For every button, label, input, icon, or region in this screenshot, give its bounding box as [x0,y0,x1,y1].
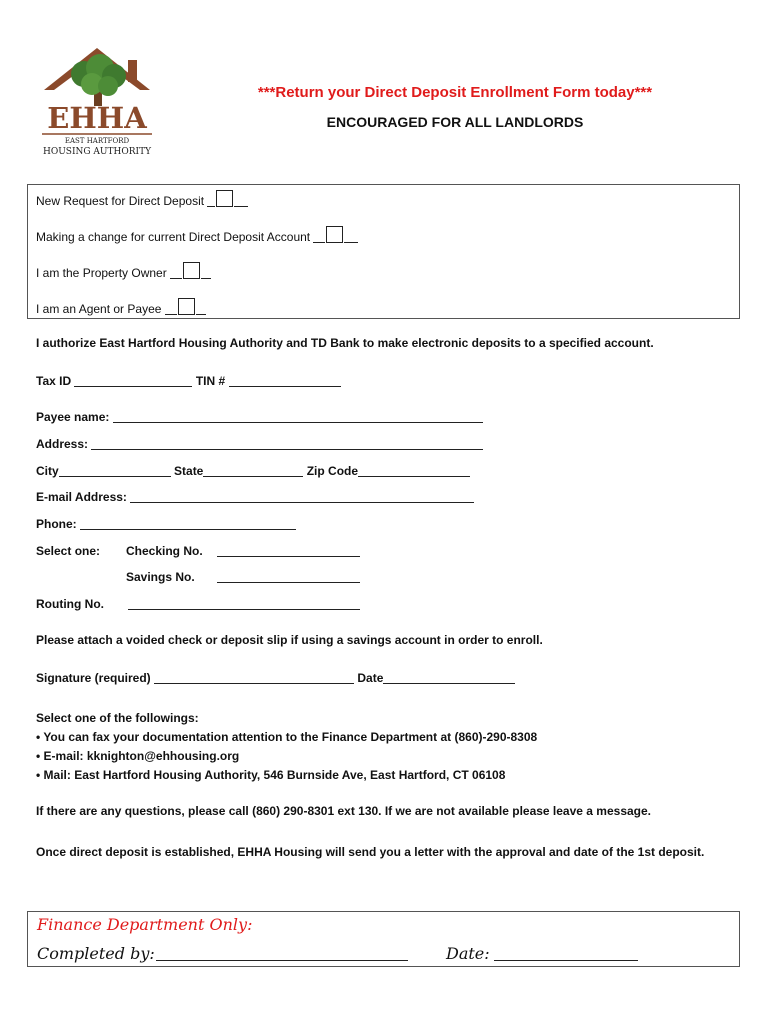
tin-label: TIN # [195,374,226,388]
tin-field[interactable] [229,374,341,387]
tax-id-label: Tax ID [36,374,72,388]
property-owner-label: I am the Property Owner [36,266,167,280]
signature-row [36,671,515,685]
select-one-label: Select one: [36,544,101,558]
new-request-label: New Request for Direct Deposit [36,194,205,208]
phone-row [36,517,296,531]
payee-name-field[interactable] [113,410,483,423]
signature-date-label: Date [357,671,384,685]
making-change-label: Making a change for current Direct Deposit Account [36,230,311,244]
email-label: E-mail Address: [36,490,127,504]
savings-label: Savings No. [126,570,195,584]
new-request-checkbox[interactable] [216,190,233,207]
established-note: Once direct deposit is established, EHHA Housing will send you a letter with the approval and date of the 1st deposit. [36,845,705,859]
phone-field[interactable] [80,517,296,530]
agent-payee-checkbox[interactable] [178,298,195,315]
new-request-row [36,190,248,208]
state-field[interactable] [203,464,303,477]
property-owner-row [36,262,211,280]
email-field[interactable] [130,490,474,503]
house-tree-icon [36,46,158,166]
completed-by-label: Completed by: [37,944,155,963]
email-row [36,490,474,504]
savings-field[interactable] [217,570,360,583]
making-change-row [36,226,358,244]
zip-label: Zip Code [306,464,359,478]
logo-sub1: EAST HARTFORD [64,137,130,145]
address-field[interactable] [91,437,483,450]
attach-note: Please attach a voided check or deposit slip if using a savings account in order to enroll. [36,633,543,647]
property-owner-checkbox[interactable] [183,262,200,279]
signature-label: Signature (required) [36,671,151,685]
phone-label: Phone: [36,517,77,531]
routing-label: Routing No. [36,597,104,611]
option-email: • E-mail: kknighton@ehhousing.org [36,749,240,763]
logo-sub2: HOUSING AUTHORITY [42,147,152,157]
city-label: City [36,464,59,478]
form-title: ***Return your Direct Deposit Enrollment Form today*** [257,84,653,101]
ehha-logo [36,46,158,166]
address-label: Address: [36,437,89,451]
checking-field[interactable] [217,544,360,557]
address-row [36,437,483,451]
options-heading: Select one of the followings: [36,711,199,725]
option-mail: • Mail: East Hartford Housing Authority, 546 Burnside Ave, East Hartford, CT 06108 [36,768,506,782]
agent-payee-row [36,298,206,316]
completed-by-field[interactable] [156,960,408,961]
submission-options [36,709,537,785]
questions-note: If there are any questions, please call (860) 290-8301 ext 130. If we are not available please leave a message. [36,804,651,818]
signature-field[interactable] [154,671,354,684]
zip-field[interactable] [358,464,470,477]
payee-name-label: Payee name: [36,410,110,424]
payee-name-row [36,410,483,424]
signature-date-field[interactable] [383,671,515,684]
city-field[interactable] [59,464,171,477]
finance-heading: Finance Department Only: [37,915,253,934]
finance-date-field[interactable] [494,960,638,961]
routing-field[interactable] [128,597,360,610]
authorize-statement: I authorize East Hartford Housing Authority and TD Bank to make electronic deposits to a specified account. [36,336,654,350]
finance-date-label: Date: [446,944,490,963]
agent-payee-label: I am an Agent or Payee [36,302,162,316]
form-subtitle: ENCOURAGED FOR ALL LANDLORDS [326,114,584,130]
state-label: State [174,464,204,478]
tax-id-field[interactable] [74,374,192,387]
tax-id-row [36,374,341,388]
option-fax: • You can fax your documentation attention to the Finance Department at (860)-290-8308 [36,730,538,744]
logo-wordmark: EHHA [47,101,147,135]
making-change-checkbox[interactable] [326,226,343,243]
checking-label: Checking No. [126,544,203,558]
city-state-zip-row [36,464,470,478]
